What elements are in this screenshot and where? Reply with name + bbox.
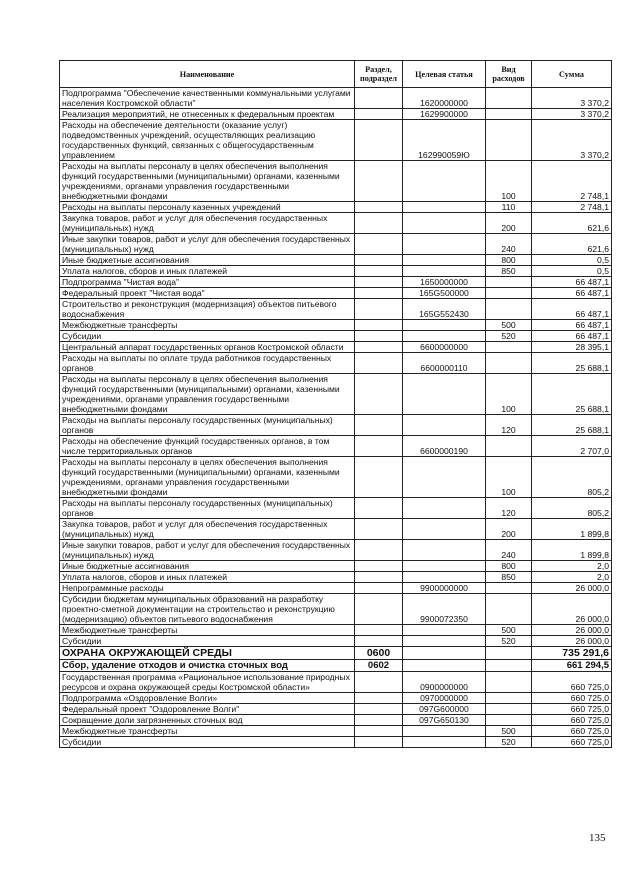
cell-name: Уплата налогов, сборов и иных платежей xyxy=(60,266,355,277)
cell-sum: 1 899,8 xyxy=(532,519,612,540)
cell-sum: 26 000,0 xyxy=(532,636,612,647)
cell-target: 165G552430 xyxy=(403,299,486,320)
cell-section xyxy=(355,594,403,625)
cell-name: Субсидии xyxy=(60,737,355,748)
cell-target xyxy=(403,266,486,277)
cell-kind xyxy=(486,704,532,715)
table-header-row xyxy=(60,61,612,88)
table-row xyxy=(60,672,612,693)
table-row xyxy=(60,234,612,255)
table-row xyxy=(60,161,612,202)
cell-sum: 66 487,1 xyxy=(532,277,612,288)
cell-name: Государственная программа «Рациональное использование природных ресурсов и охрана окружающей среды Костромской области» xyxy=(60,672,355,693)
table-row xyxy=(60,726,612,737)
table-row xyxy=(60,737,612,748)
cell-target xyxy=(403,213,486,234)
header-name: Наименование xyxy=(60,61,355,88)
table-row xyxy=(60,342,612,353)
cell-kind xyxy=(486,436,532,457)
cell-target xyxy=(403,519,486,540)
cell-target xyxy=(403,660,486,672)
table-body xyxy=(60,88,612,748)
cell-kind xyxy=(486,660,532,672)
table-row xyxy=(60,693,612,704)
cell-sum: 805,2 xyxy=(532,498,612,519)
cell-section xyxy=(355,737,403,748)
header-section: Раздел, подраздел xyxy=(355,61,403,88)
cell-target: 0970000000 xyxy=(403,693,486,704)
cell-kind: 120 xyxy=(486,498,532,519)
cell-target xyxy=(403,202,486,213)
cell-section xyxy=(355,540,403,561)
cell-sum: 66 487,1 xyxy=(532,288,612,299)
cell-target xyxy=(403,320,486,331)
cell-kind xyxy=(486,647,532,660)
cell-section xyxy=(355,288,403,299)
table-row xyxy=(60,704,612,715)
table-row xyxy=(60,540,612,561)
cell-name: Субсидии xyxy=(60,331,355,342)
cell-section xyxy=(355,498,403,519)
cell-sum: 2 748,1 xyxy=(532,161,612,202)
cell-sum: 2 748,1 xyxy=(532,202,612,213)
cell-name: Сокращение доли загрязненных сточных вод xyxy=(60,715,355,726)
cell-name: Расходы на обеспечение деятельности (оказание услуг) подведомственных учреждений, осуществляющих реализацию государственных функций, связанных с общегосударственным управлением xyxy=(60,120,355,161)
cell-target xyxy=(403,415,486,436)
cell-kind: 520 xyxy=(486,331,532,342)
cell-kind xyxy=(486,109,532,120)
cell-target xyxy=(403,457,486,498)
table-row xyxy=(60,715,612,726)
cell-name: Иные закупки товаров, работ и услуг для обеспечения государственных (муниципальных) нужд xyxy=(60,234,355,255)
cell-kind xyxy=(486,88,532,109)
cell-kind xyxy=(486,715,532,726)
cell-sum: 26 000,0 xyxy=(532,594,612,625)
table-row xyxy=(60,255,612,266)
budget-table xyxy=(59,60,612,748)
cell-name: Расходы на выплаты по оплате труда работников государственных органов xyxy=(60,353,355,374)
cell-sum: 660 725,0 xyxy=(532,672,612,693)
cell-sum: 660 725,0 xyxy=(532,704,612,715)
cell-kind xyxy=(486,353,532,374)
cell-kind xyxy=(486,583,532,594)
cell-name: Иные бюджетные ассигнования xyxy=(60,561,355,572)
cell-kind xyxy=(486,299,532,320)
cell-kind: 200 xyxy=(486,213,532,234)
cell-name: Межбюджетные трансферты xyxy=(60,726,355,737)
cell-name: Уплата налогов, сборов и иных платежей xyxy=(60,572,355,583)
cell-target xyxy=(403,161,486,202)
cell-target: 9900000000 xyxy=(403,583,486,594)
cell-name: Иные бюджетные ассигнования xyxy=(60,255,355,266)
cell-target: 0900000000 xyxy=(403,672,486,693)
cell-name: Расходы на выплаты персоналу государственных (муниципальных) органов xyxy=(60,498,355,519)
cell-kind xyxy=(486,288,532,299)
cell-target: 097G650130 xyxy=(403,715,486,726)
cell-sum: 2,0 xyxy=(532,561,612,572)
cell-target: 165G500000 xyxy=(403,288,486,299)
cell-section xyxy=(355,519,403,540)
cell-kind: 240 xyxy=(486,540,532,561)
table-row xyxy=(60,519,612,540)
cell-section: 0602 xyxy=(355,660,403,672)
cell-name: Субсидии xyxy=(60,636,355,647)
cell-name: Иные закупки товаров, работ и услуг для обеспечения государственных (муниципальных) нужд xyxy=(60,540,355,561)
cell-name: Реализация мероприятий, не отнесенных к федеральным проектам xyxy=(60,109,355,120)
cell-section xyxy=(355,415,403,436)
cell-target: 1650000000 xyxy=(403,277,486,288)
table-row xyxy=(60,636,612,647)
cell-target: 1629900000 xyxy=(403,109,486,120)
cell-section xyxy=(355,436,403,457)
cell-kind: 100 xyxy=(486,457,532,498)
cell-target xyxy=(403,737,486,748)
cell-target xyxy=(403,255,486,266)
cell-sum: 2,0 xyxy=(532,572,612,583)
cell-section xyxy=(355,213,403,234)
cell-sum: 26 000,0 xyxy=(532,625,612,636)
cell-target xyxy=(403,636,486,647)
header-sum: Сумма xyxy=(532,61,612,88)
cell-kind: 520 xyxy=(486,737,532,748)
cell-section xyxy=(355,88,403,109)
cell-target: 6600000110 xyxy=(403,353,486,374)
cell-section xyxy=(355,715,403,726)
cell-name: Федеральный проект "Чистая вода" xyxy=(60,288,355,299)
cell-section xyxy=(355,561,403,572)
cell-name: Расходы на выплаты персоналу казенных учреждений xyxy=(60,202,355,213)
cell-sum: 661 294,5 xyxy=(532,660,612,672)
cell-target xyxy=(403,234,486,255)
cell-name: Строительство и реконструкция (модернизация) объектов питьевого водоснабжения xyxy=(60,299,355,320)
cell-name: ОХРАНА ОКРУЖАЮЩЕЙ СРЕДЫ xyxy=(60,647,355,660)
table-row xyxy=(60,288,612,299)
cell-sum: 66 487,1 xyxy=(532,299,612,320)
cell-sum: 621,6 xyxy=(532,213,612,234)
cell-kind: 100 xyxy=(486,374,532,415)
cell-kind xyxy=(486,120,532,161)
table-row xyxy=(60,331,612,342)
cell-sum: 3 370,2 xyxy=(532,109,612,120)
cell-name: Сбор, удаление отходов и очистка сточных вод xyxy=(60,660,355,672)
cell-section xyxy=(355,704,403,715)
cell-sum: 805,2 xyxy=(532,457,612,498)
table-row xyxy=(60,647,612,660)
cell-section xyxy=(355,266,403,277)
cell-name: Подпрограмма «Оздоровление Волги» xyxy=(60,693,355,704)
cell-section xyxy=(355,693,403,704)
cell-section xyxy=(355,109,403,120)
cell-section xyxy=(355,572,403,583)
table-row xyxy=(60,625,612,636)
cell-name: Федеральный проект "Оздоровление Волги" xyxy=(60,704,355,715)
cell-sum: 1 899,8 xyxy=(532,540,612,561)
cell-section xyxy=(355,457,403,498)
header-kind: Вид расходов xyxy=(486,61,532,88)
cell-section xyxy=(355,636,403,647)
cell-sum: 25 688,1 xyxy=(532,415,612,436)
table-row xyxy=(60,436,612,457)
table-row xyxy=(60,353,612,374)
cell-name: Расходы на выплаты персоналу в целях обеспечения выполнения функций государственными (муниципальными) органами, казенными учреждениями, органами управления государственными внебюджетными фондами xyxy=(60,457,355,498)
cell-section: 0600 xyxy=(355,647,403,660)
table-row xyxy=(60,277,612,288)
cell-sum: 660 725,0 xyxy=(532,693,612,704)
cell-sum: 0,5 xyxy=(532,255,612,266)
cell-name: Центральный аппарат государственных органов Костромской области xyxy=(60,342,355,353)
cell-kind xyxy=(486,594,532,625)
cell-name: Расходы на выплаты персоналу в целях обеспечения выполнения функций государственными (муниципальными) органами, казенными учреждениями, органами управления государственными внебюджетными фондами xyxy=(60,161,355,202)
cell-kind xyxy=(486,277,532,288)
cell-kind xyxy=(486,672,532,693)
cell-section xyxy=(355,583,403,594)
cell-kind xyxy=(486,693,532,704)
table-row xyxy=(60,88,612,109)
cell-section xyxy=(355,120,403,161)
cell-kind: 800 xyxy=(486,561,532,572)
cell-sum: 28 395,1 xyxy=(532,342,612,353)
cell-section xyxy=(355,726,403,737)
cell-target: 097G600000 xyxy=(403,704,486,715)
cell-target: 9900072350 xyxy=(403,594,486,625)
cell-sum: 660 725,0 xyxy=(532,726,612,737)
cell-sum: 25 688,1 xyxy=(532,374,612,415)
cell-kind: 800 xyxy=(486,255,532,266)
cell-name: Закупка товаров, работ и услуг для обеспечения государственных (муниципальных) нужд xyxy=(60,213,355,234)
table-row xyxy=(60,572,612,583)
header-target: Целевая статья xyxy=(403,61,486,88)
page-number: 135 xyxy=(589,832,606,844)
cell-kind: 520 xyxy=(486,636,532,647)
cell-section xyxy=(355,255,403,266)
cell-section xyxy=(355,331,403,342)
cell-kind: 120 xyxy=(486,415,532,436)
cell-target: 162990059Ю xyxy=(403,120,486,161)
cell-target xyxy=(403,572,486,583)
cell-name: Подпрограмма "Чистая вода" xyxy=(60,277,355,288)
cell-section xyxy=(355,353,403,374)
cell-name: Расходы на обеспечение функций государственных органов, в том числе территориальных органов xyxy=(60,436,355,457)
cell-kind: 240 xyxy=(486,234,532,255)
cell-sum: 25 688,1 xyxy=(532,353,612,374)
cell-target: 1620000000 xyxy=(403,88,486,109)
cell-sum: 2 707,0 xyxy=(532,436,612,457)
cell-target xyxy=(403,625,486,636)
cell-sum: 621,6 xyxy=(532,234,612,255)
table-row xyxy=(60,202,612,213)
table-row xyxy=(60,415,612,436)
cell-kind: 200 xyxy=(486,519,532,540)
cell-sum: 26 000,0 xyxy=(532,583,612,594)
cell-target xyxy=(403,561,486,572)
cell-kind: 500 xyxy=(486,625,532,636)
cell-section xyxy=(355,320,403,331)
table-row xyxy=(60,266,612,277)
cell-target: 6600000000 xyxy=(403,342,486,353)
cell-section xyxy=(355,161,403,202)
cell-kind xyxy=(486,342,532,353)
cell-sum: 660 725,0 xyxy=(532,737,612,748)
cell-section xyxy=(355,277,403,288)
cell-target xyxy=(403,331,486,342)
cell-name: Межбюджетные трансферты xyxy=(60,320,355,331)
cell-sum: 66 487,1 xyxy=(532,331,612,342)
cell-sum: 0,5 xyxy=(532,266,612,277)
cell-section xyxy=(355,342,403,353)
cell-section xyxy=(355,374,403,415)
cell-name: Межбюджетные трансферты xyxy=(60,625,355,636)
cell-name: Подпрограмма "Обеспечение качественными коммунальными услугами населения Костромской области" xyxy=(60,88,355,109)
table-row xyxy=(60,660,612,672)
table-row xyxy=(60,320,612,331)
cell-sum: 3 370,2 xyxy=(532,88,612,109)
cell-kind: 850 xyxy=(486,572,532,583)
cell-sum: 660 725,0 xyxy=(532,715,612,726)
cell-section xyxy=(355,672,403,693)
cell-name: Закупка товаров, работ и услуг для обеспечения государственных (муниципальных) нужд xyxy=(60,519,355,540)
table-row xyxy=(60,374,612,415)
table-row xyxy=(60,498,612,519)
cell-sum: 735 291,6 xyxy=(532,647,612,660)
table-row xyxy=(60,594,612,625)
table-row xyxy=(60,583,612,594)
cell-name: Субсидии бюджетам муниципальных образований на разработку проектно-сметной документации на строительство и реконструкцию (модернизацию) объектов питьевого водоснабжения xyxy=(60,594,355,625)
cell-kind: 100 xyxy=(486,161,532,202)
cell-section xyxy=(355,625,403,636)
cell-section xyxy=(355,299,403,320)
table-row xyxy=(60,457,612,498)
cell-target: 6600000190 xyxy=(403,436,486,457)
cell-name: Расходы на выплаты персоналу государственных (муниципальных) органов xyxy=(60,415,355,436)
cell-target xyxy=(403,726,486,737)
cell-sum: 66 487,1 xyxy=(532,320,612,331)
cell-name: Расходы на выплаты персоналу в целях обеспечения выполнения функций государственными (муниципальными) органами, казенными учреждениями, органами управления государственными внебюджетными фондами xyxy=(60,374,355,415)
table-row xyxy=(60,120,612,161)
cell-kind: 850 xyxy=(486,266,532,277)
cell-kind: 110 xyxy=(486,202,532,213)
cell-kind: 500 xyxy=(486,320,532,331)
cell-target xyxy=(403,540,486,561)
table-row xyxy=(60,109,612,120)
cell-sum: 3 370,2 xyxy=(532,120,612,161)
cell-target xyxy=(403,374,486,415)
cell-target xyxy=(403,647,486,660)
table-row xyxy=(60,561,612,572)
table-row xyxy=(60,213,612,234)
cell-name: Непрограммные расходы xyxy=(60,583,355,594)
table-row xyxy=(60,299,612,320)
cell-target xyxy=(403,498,486,519)
cell-kind: 500 xyxy=(486,726,532,737)
cell-section xyxy=(355,202,403,213)
cell-section xyxy=(355,234,403,255)
